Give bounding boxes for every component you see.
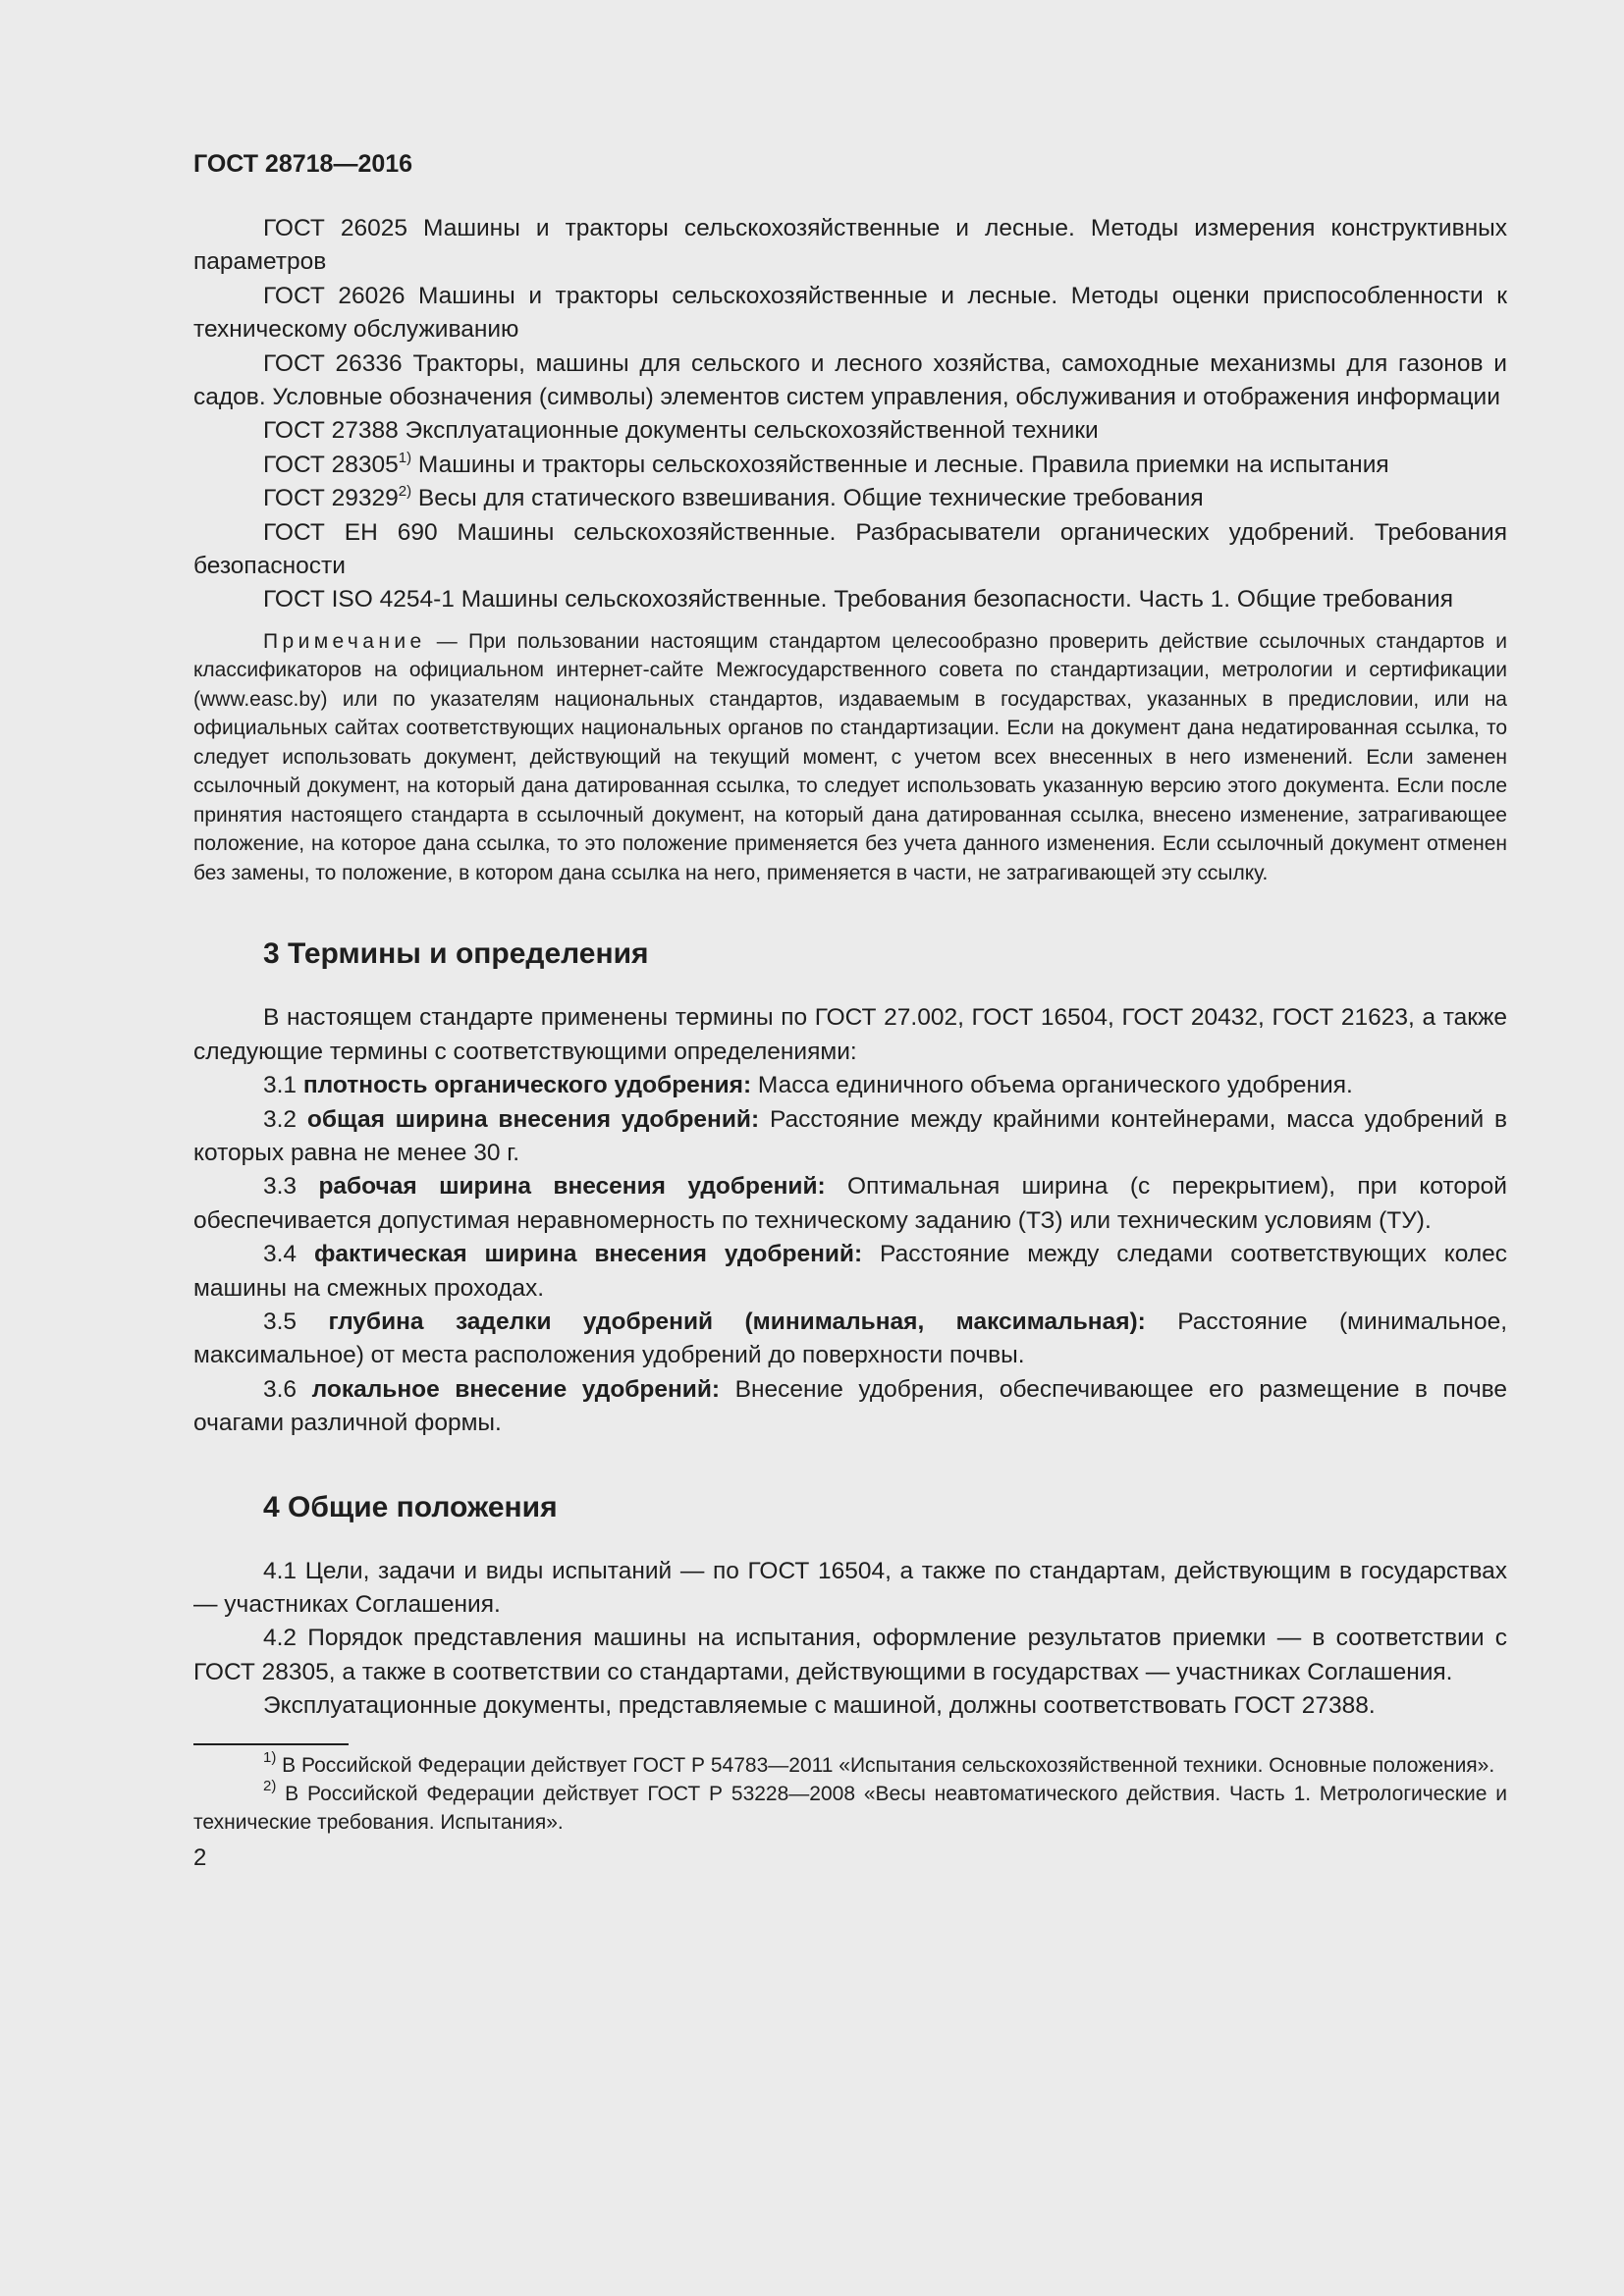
- term-name: локальное внесение удобрений:: [311, 1375, 721, 1403]
- term-definition: 3.3 рабочая ширина внесения удобрений: Оптимальная ширина (с перекрытием), при которой обеспечивается допустимая неравномерность по техническому заданию (ТЗ) или техническим условиям (ТУ).: [193, 1173, 1507, 1234]
- section-4-paragraph: 4.1 Цели, задачи и виды испытаний — по ГОСТ 16504, а также по стандартам, действующим в государствах — участниках Соглашения.: [193, 1557, 1507, 1619]
- reference-item: ГОСТ ISO 4254-1 Машины сельскохозяйственные. Требования безопасности. Часть 1. Общие требования: [263, 586, 1453, 614]
- term-name: общая ширина внесения удобрений:: [306, 1105, 760, 1133]
- document-code-header: ГОСТ 28718—2016: [193, 150, 413, 178]
- references-list: [193, 212, 1507, 617]
- section-4-paragraph: Эксплуатационные документы, представляемые с машиной, должны соответствовать ГОСТ 27388.: [263, 1692, 1376, 1720]
- section-4-heading: 4 Общие положения: [263, 1490, 558, 1523]
- term-definition: 3.6 локальное внесение удобрений: Внесение удобрения, обеспечивающее его размещение в почве очагами различной формы.: [193, 1375, 1507, 1437]
- reference-item: ГОСТ ЕН 690 Машины сельскохозяйственные. Разбрасыватели органических удобрений. Требования безопасности: [193, 518, 1507, 580]
- term-definition: 3.1 плотность органического удобрения: Масса единичного объема органического удобрения.: [263, 1072, 1353, 1099]
- footnote: $^{2)}$ В Российской Федерации действует ГОСТ Р 53228—2008 «Весы неавтоматического действия. Часть 1. Метрологические и технические требования. Испытания».: [193, 1777, 1507, 1834]
- section-4-paragraph: 4.2 Порядок представления машины на испытания, оформление результатов приемки — в соответствии с ГОСТ 28305, а также в соответствии со стандартами, действующими в государствах — участниках Соглашения.: [193, 1625, 1507, 1685]
- section-3-intro: В настоящем стандарте применены термины по ГОСТ 27.002, ГОСТ 16504, ГОСТ 20432, ГОСТ 21623, а также следующие термины с соответствующими определениями:: [193, 1004, 1507, 1065]
- term-definition: 3.5 глубина заделки удобрений (минимальная, максимальная): Расстояние (минимальное, максимальное) от места расположения удобрений до поверхности почвы.: [193, 1308, 1507, 1369]
- term-name: плотность органического удобрения:: [302, 1072, 752, 1099]
- note-paragraph: Примечание — При пользовании настоящим стандартом целесообразно проверить действие ссылочных стандартов и классификаторов на официальном интернет-сайте Межгосударственного совета по стандартизации, метрологии и сертификации (www.easc.by) или по указателям национальных стандартов, издаваемым в государствах, указанных в предисловии, или на официальных сайтах соответствующих национальных органов по стандартизации. Если на документ дана недатированная ссылка, то следует использовать документ, действующий на текущий момент, с учетом всех внесенных в него изменений. Если заменен ссылочный документ, на который дана датированная ссылка, то следует использовать указанную версию этого документа. Если после принятия настоящего стандарта в ссылочный документ, на который дана датированная ссылка, внесено изменение, затрагивающее положение, на которое дана ссылка, то это положение применяется без учета данного изменения. Если ссылочный документ отменен без замены, то положение, в котором дана ссылка на него, применяется в части, не затрагивающей эту ссылку.: [193, 629, 1507, 884]
- footnote-mark: 1): [398, 449, 412, 466]
- reference-item: ГОСТ 26025 Машины и тракторы сельскохозяйственные и лесные. Методы измерения конструктивных параметров: [193, 215, 1507, 276]
- document-page: [193, 147, 1507, 1872]
- footnote-mark: 2): [398, 483, 412, 501]
- footnote: $^{1)}$ В Российской Федерации действует ГОСТ Р 54783—2011 «Испытания сельскохозяйственной техники. Основные положения».: [263, 1748, 1495, 1777]
- reference-item: ГОСТ 26026 Машины и тракторы сельскохозяйственные и лесные. Методы оценки приспособленности к техническому обслуживанию: [193, 282, 1507, 344]
- term-name: глубина заделки удобрений (минимальная, максимальная):: [328, 1308, 1146, 1336]
- reference-item: ГОСТ 28305$^{1)}$ Машины и тракторы сельскохозяйственные и лесные. Правила приемки на испытания: [263, 449, 1389, 478]
- note-label: Примечание: [263, 629, 426, 653]
- footnote-mark: 2): [263, 1777, 277, 1794]
- reference-item: ГОСТ 27388 Эксплуатационные документы сельскохозяйственной техники: [263, 417, 1099, 445]
- footnote-divider: [193, 1743, 349, 1745]
- term-definition: 3.4 фактическая ширина внесения удобрений: Расстояние между следами соответствующих колес машины на смежных проходах.: [193, 1241, 1508, 1302]
- section-3-heading: 3 Термины и определения: [263, 937, 649, 971]
- footnote-mark: 1): [263, 1748, 277, 1766]
- reference-item: ГОСТ 29329$^{2)}$ Весы для статического взвешивания. Общие технические требования: [263, 483, 1204, 512]
- term-definition: 3.2 общая ширина внесения удобрений: Расстояние между крайними контейнерами, масса удобрений в которых равна не менее 30 г.: [193, 1105, 1507, 1166]
- reference-item: ГОСТ 26336 Тракторы, машины для сельского и лесного хозяйства, самоходные механизмы для газонов и садов. Условные обозначения (символы) элементов систем управления, обслуживания и отображения информации: [193, 349, 1507, 411]
- term-name: фактическая ширина внесения удобрений:: [313, 1241, 863, 1268]
- page-number: 2: [193, 1843, 207, 1871]
- term-name: рабочая ширина внесения удобрений:: [318, 1173, 826, 1201]
